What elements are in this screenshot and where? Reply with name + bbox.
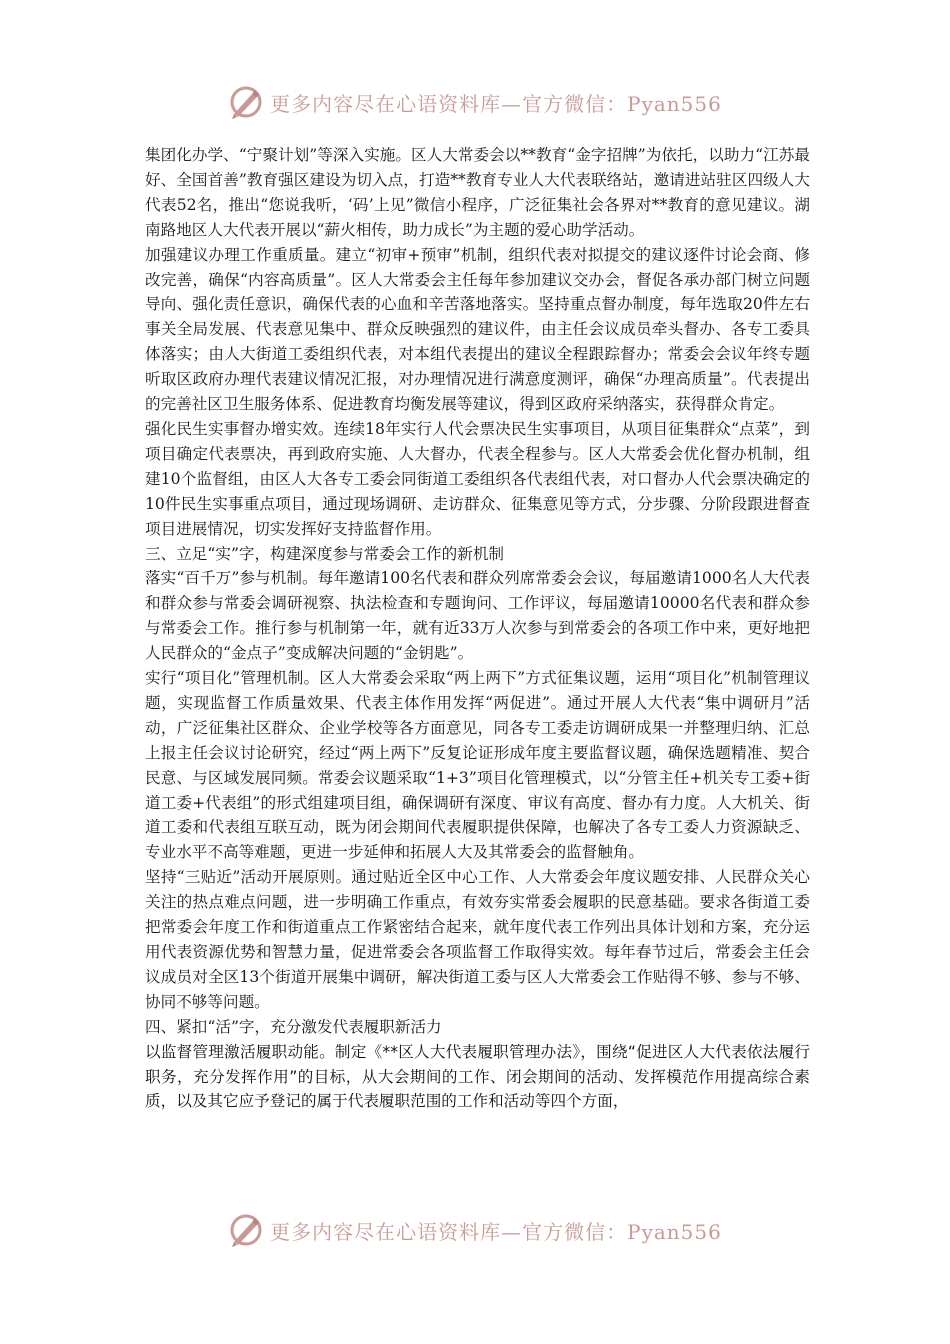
paragraph-1: 集团化办学、“宁聚计划”等深入实施。区人大常委会以**教育“金字招牌”为依托，以助力“江苏最好、全国首善”教育强区建设为切入点，打造**教育专业人大代表联络站，邀请进站驻区四级人大代表52名，推出“您说我听，‘码’上见”微信小程序，广泛征集社会各界对**教育的意见建议。湖南路地区人大代表开展以“薪火相传，助力成长”为主题的爱心助学活动。	[145, 146, 810, 239]
pen-logo-icon	[228, 1212, 264, 1248]
paragraph-3: 强化民生实事督办增实效。连续18年实行人代会票决民生实事项目，从项目征集群众“点菜”，到项目确定代表票决，再到政府实施、人大督办，代表全程参与。区人大常委会优化督办机制，组建10个监督组，由区人大各专工委会同街道工委组织各代表组代表，对口督办人代会票决确定的10件民生实事重点项目，通过现场调研、走访群众、征集意见等方式，分步骤、分阶段跟进督查项目进展情况，切实发挥好支持监督作用。	[145, 419, 810, 538]
paragraph-5: 实行“项目化”管理机制。区人大常委会采取“两上两下”方式征集议题，运用“项目化”机制管理议题，实现监督工作质量效果、代表主体作用发挥“两促进”。通过开展人大代表“集中调研月”活动，广泛征集社区群众、企业学校等各方面意见，同各专工委走访调研成果一并整理归纳、汇总上报主任会议讨论研究，经过“两上两下”反复论证形成年度主要监督议题，确保选题精准、契合民意、与区域发展同频。常委会议题采取“1+3”项目化管理模式，以“分管主任+机关专工委+街道工委+代表组”的形式组建项目组，确保调研有深度、审议有高度、督办有力度。人大机关、街道工委和代表组互联互动，既为闭会期间代表履职提供保障，也解决了各专工委人力资源缺乏、专业水平不高等难题，更进一步延伸和拓展人大及其常委会的监督触角。	[145, 669, 810, 862]
paragraph-6: 坚持“三贴近”活动开展原则。通过贴近全区中心工作、人大常委会年度议题安排、人民群众关心关注的热点难点问题，进一步明确工作重点，有效夯实常委会履职的民意基础。要求各街道工委把常委会年度工作和街道重点工作紧密结合起来，就年度代表工作列出具体计划和方案，充分运用代表资源优势和智慧力量，促进常委会各项监督工作取得实效。每年春节过后，常委会主任会议成员对全区13个街道开展集中调研，解决街道工委与区人大常委会工作贴得不够、参与不够、协同不够等问题。	[145, 868, 810, 1011]
watermark-banner-top	[0, 80, 950, 124]
pen-logo-icon	[228, 84, 264, 120]
document-body	[145, 143, 810, 1114]
watermark-text: 更多内容尽在心语资料库—官方微信：Pyan556	[270, 91, 722, 116]
section-heading-4: 四、紧扣“活”字，充分激发代表履职新活力	[145, 1017, 442, 1036]
section-heading-3: 三、立足“实”字，构建深度参与常委会工作的新机制	[145, 544, 505, 563]
watermark-banner-bottom	[0, 1208, 950, 1252]
paragraph-2: 加强建议办理工作重质量。建立“初审+预审”机制，组织代表对拟提交的建议逐件讨论会商、修改完善，确保“内容高质量”。区人大常委会主任每年参加建议交办会，督促各承办部门树立问题导向、强化责任意识，确保代表的心血和辛苦落地落实。坚持重点督办制度，每年选取20件左右事关全局发展、代表意见集中、群众反映强烈的建议件，由主任会议成员牵头督办、各专工委具体落实；由人大街道工委组织代表，对本组代表提出的建议全程跟踪督办；常委会会议年终专题听取区政府办理代表建议情况汇报，对办理情况进行满意度测评，确保“办理高质量”。代表提出的完善社区卫生服务体系、促进教育均衡发展等建议，得到区政府采纳落实，获得群众肯定。	[145, 245, 810, 414]
paragraph-7: 以监督管理激活履职动能。制定《**区人大代表履职管理办法》，围绕“促进区人大代表依法履行职务，充分发挥作用”的目标，从大会期间的工作、闭会期间的活动、发挥模范作用提高综合素质，以及其它应予登记的属于代表履职范围的工作和活动等四个方面，	[145, 1042, 810, 1111]
watermark-group	[228, 1212, 722, 1248]
paragraph-4: 落实“百千万”参与机制。每年邀请100名代表和群众列席常委会会议，每届邀请1000名人大代表和群众参与常委会调研视察、执法检查和专题询问、工作评议，每届邀请10000名代表和群众参与常委会工作。推行参与机制第一年，就有近33万人次参与到常委会的各项工作中来，更好地把人民群众的“金点子”变成解决问题的“金钥匙”。	[145, 569, 810, 663]
watermark-text: 更多内容尽在心语资料库—官方微信：Pyan556	[270, 1219, 722, 1244]
watermark-group	[228, 84, 722, 120]
